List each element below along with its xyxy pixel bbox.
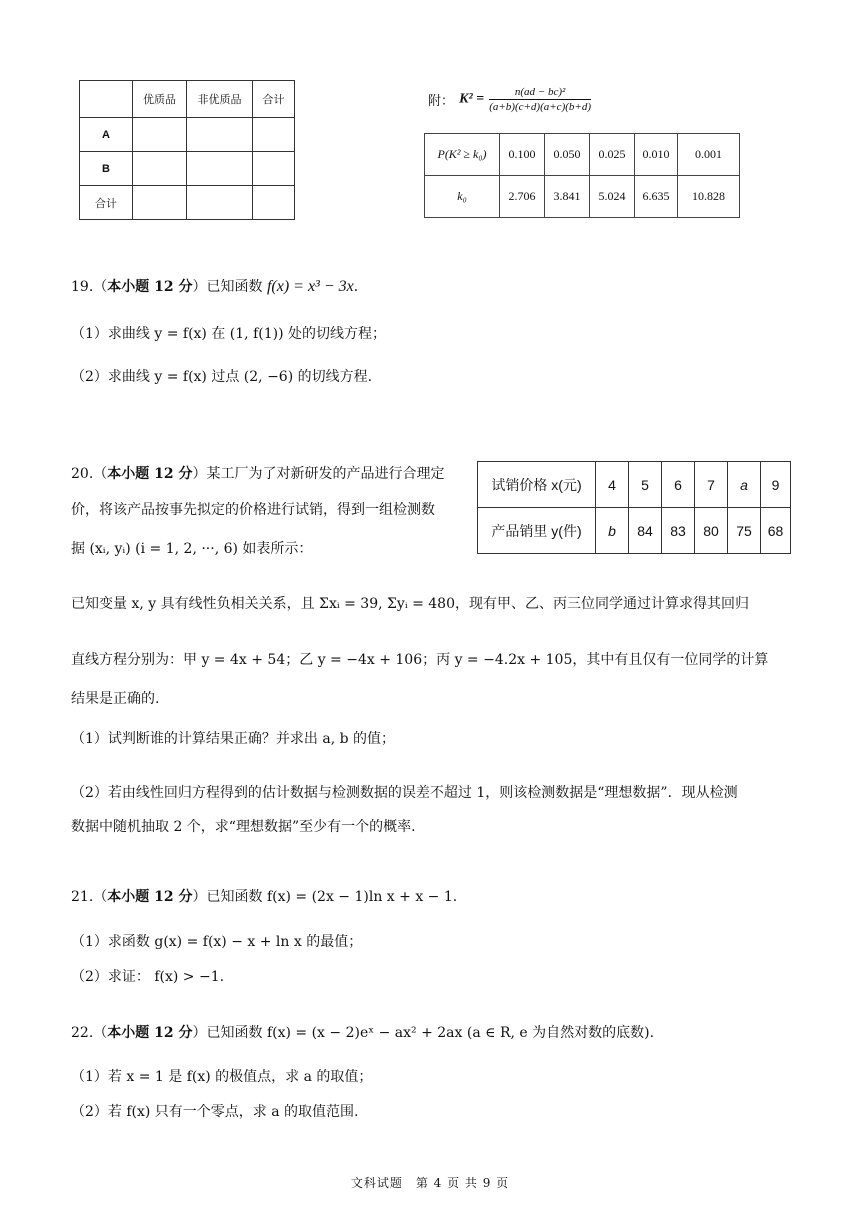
table-row [80,186,295,220]
table-cell [133,152,187,186]
table-cell: 6.635 [635,176,678,218]
q19-intro: ）已知函数 [192,279,267,295]
q21-text: ）已知函数 f(x) = (2x − 1)ln x + x − 1. [192,889,458,905]
q21-part-1: （1）求函数 g(x) = f(x) − x + ln x 的最值； [71,934,363,950]
formula-denominator: (a+b)(c+d)(a+c)(b+d) [489,101,591,113]
price-sales-table [477,461,791,554]
row-label: 合计 [80,186,133,220]
q20-stem-line-1 [71,464,445,484]
row-label: B [80,152,133,186]
table-cell [187,186,253,220]
quality-contingency-table [79,80,295,220]
row-label: A [80,118,133,152]
q20-text: ）某工厂为了对新研发的产品进行合理定 [192,466,445,482]
q22-number: 22.（ [71,1025,108,1041]
q22-stem [71,1023,654,1043]
table-cell: 0.010 [635,134,678,176]
q22-part-2: （2）若 f(x) 只有一个零点，求 a 的取值范围. [71,1104,359,1120]
q21-part-2: （2）求证： f(x) > −1. [71,969,225,985]
q20-stem-line-2: 价，将该产品按事先拟定的价格进行试销，得到一组检测数 [71,502,435,518]
q19-score: 本小题 12 分 [107,279,193,295]
table-cell [187,152,253,186]
q19-number: 19.（ [71,279,108,295]
table-cell: 10.828 [678,176,740,218]
table-cell: 84 [629,508,662,554]
table-row [80,118,295,152]
table-cell: 83 [662,508,695,554]
table-cell [253,186,295,220]
table-header: 优质品 [133,81,187,118]
table-cell [253,118,295,152]
q20-number: 20.（ [71,466,108,482]
table-cell: 80 [695,508,728,554]
k2-formula [428,86,591,126]
q19-function: f(x) = x³ − 3x [266,278,354,295]
q21-number: 21.（ [71,889,108,905]
q19-part-1: （1）求曲线 y = f(x) 在 (1, f(1)) 处的切线方程； [71,326,386,342]
table-cell: b [596,508,629,554]
table-row [478,508,791,554]
table-cell: 75 [728,508,761,554]
row-label: k₀ [425,176,500,218]
table-cell: a [728,462,761,508]
q20-stem-line-6: 结果是正确的. [71,691,160,707]
q22-score: 本小题 12 分 [107,1025,193,1041]
formula-lhs: K² = [459,91,485,107]
table-cell: 0.100 [500,134,545,176]
table-header: 合计 [253,81,295,118]
q20-stem-line-4: 已知变量 x, y 具有线性负相关关系，且 Σxᵢ = 39, Σyᵢ = 480，现有甲、乙、丙三位同学通过计算求得其回归 [71,596,749,612]
formula-prefix: 附： [428,94,455,109]
q20-stem-line-3: 据 (xᵢ, yᵢ) (i = 1, 2, ···, 6) 如表所示： [71,541,313,557]
table-cell: 0.025 [590,134,635,176]
table-cell: 5.024 [590,176,635,218]
q20-part-2-line-1: （2）若由线性回归方程得到的估计数据与检测数据的误差不超过 1，则该检测数据是“理想数据”．现从检测 [71,785,738,801]
q20-stem-line-5: 直线方程分别为：甲 y = 4x + 54；乙 y = −4x + 106；丙 y = −4.2x + 105，其中有且仅有一位同学的计算 [71,652,769,668]
table-cell: 5 [629,462,662,508]
table-cell [253,152,295,186]
q19-stem [71,277,368,297]
table-cell: 68 [761,508,791,554]
row-label: 产品销里 y(件) [478,508,596,554]
q20-part-2-line-2: 数据中随机抽取 2 个，求“理想数据”至少有一个的概率. [71,819,416,835]
q20-part-1: （1）试判断谁的计算结果正确？并求出 a, b 的值； [71,731,396,747]
table-cell: 0.050 [545,134,590,176]
table-row [425,134,740,176]
q20-score: 本小题 12 分 [107,466,193,482]
table-cell: 7 [695,462,728,508]
table-row [425,176,740,218]
table-cell: 2.706 [500,176,545,218]
table-row [80,81,295,118]
q19-end: ． [353,279,368,295]
formula-numerator: n(ad − bc)² [489,86,591,100]
table-cell [80,81,133,118]
row-label: P(K² ≥ k₀) [425,134,500,176]
critical-value-table [424,133,740,218]
table-cell: 4 [596,462,629,508]
q21-score: 本小题 12 分 [107,889,193,905]
table-row [80,152,295,186]
q21-stem [71,887,457,907]
table-cell [187,118,253,152]
q22-text: ）已知函数 f(x) = (x − 2)eˣ − ax² + 2ax (a ∈ R, e 为自然对数的底数). [192,1025,655,1041]
q19-part-2: （2）求曲线 y = f(x) 过点 (2, −6) 的切线方程. [71,369,373,385]
table-cell: 9 [761,462,791,508]
table-cell [133,186,187,220]
formula-fraction [489,86,591,113]
q22-part-1: （1）若 x = 1 是 f(x) 的极值点，求 a 的取值； [71,1069,373,1085]
table-cell: 6 [662,462,695,508]
table-cell: 0.001 [678,134,740,176]
page-footer: 文科试题 第 4 页 共 9 页 [350,1176,510,1190]
row-label: 试销价格 x(元) [478,462,596,508]
table-header: 非优质品 [187,81,253,118]
table-cell [133,118,187,152]
table-cell: 3.841 [545,176,590,218]
table-row [478,462,791,508]
